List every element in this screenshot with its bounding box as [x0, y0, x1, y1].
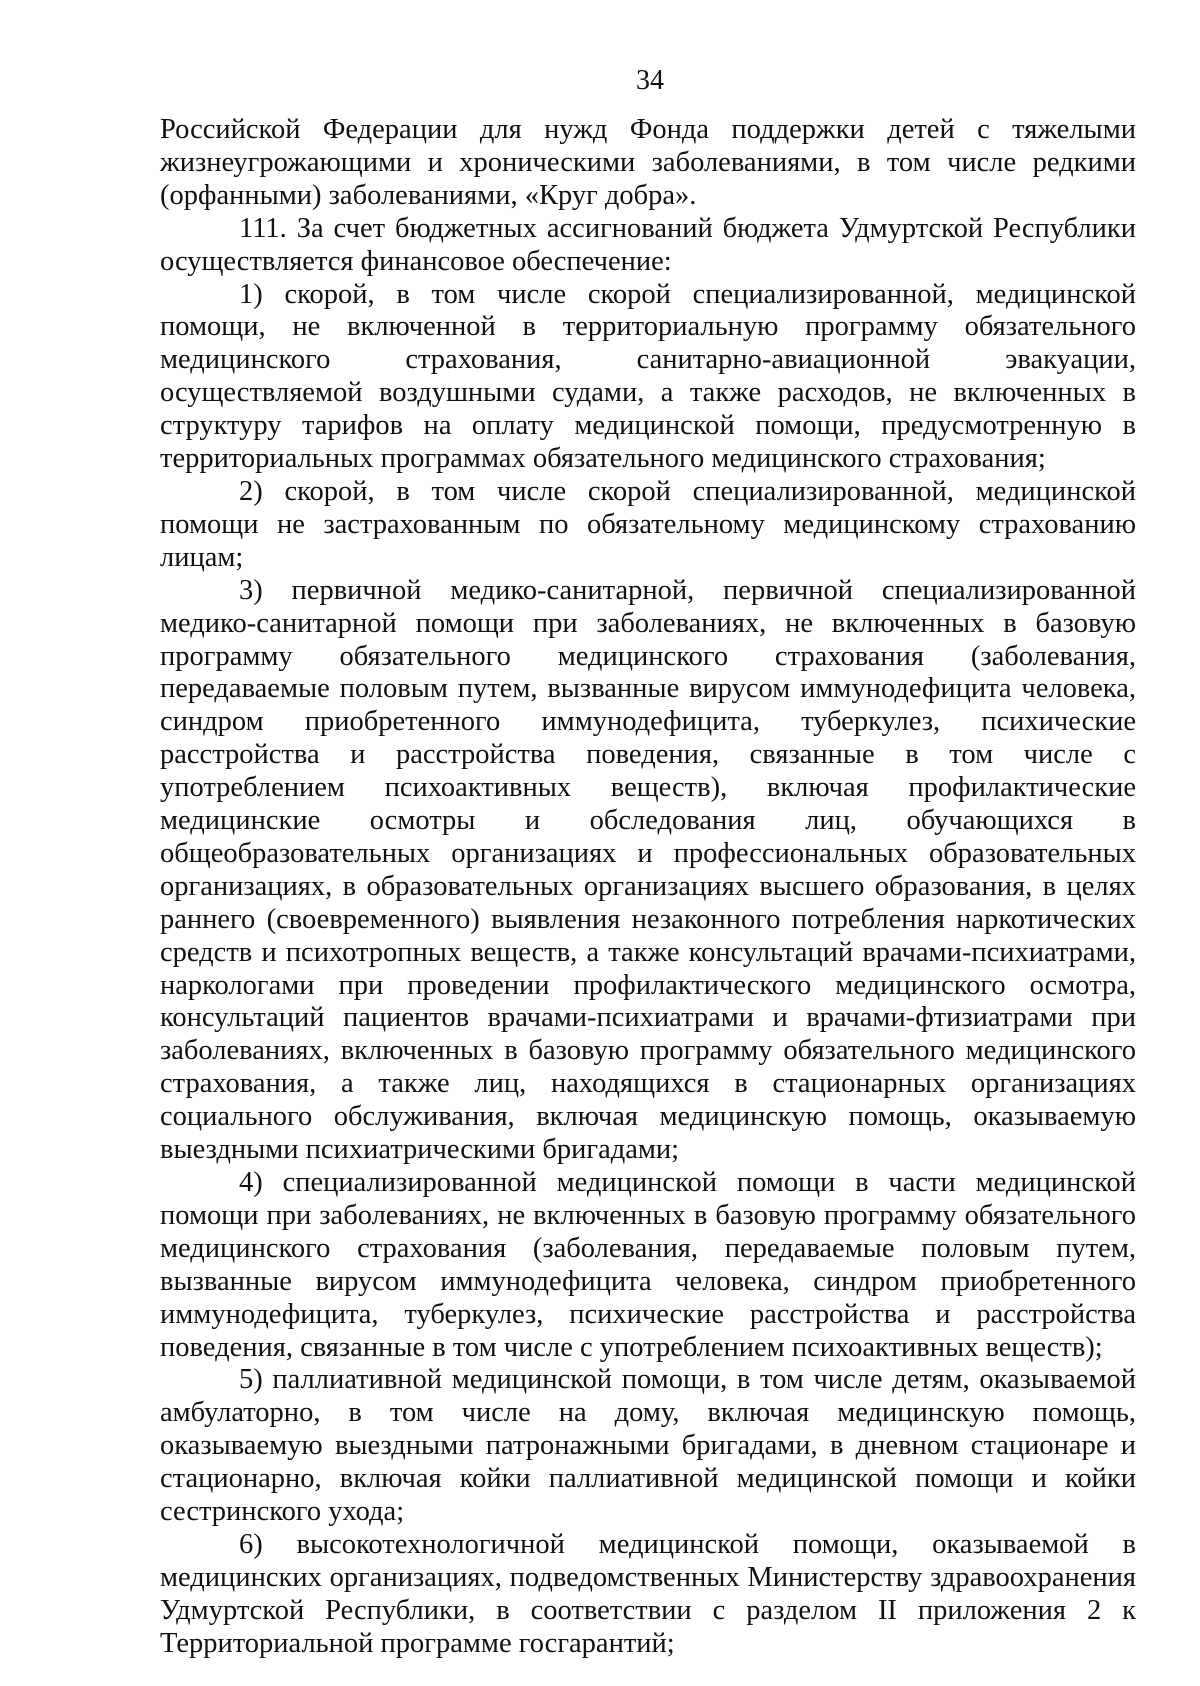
list-item-1: 1) скорой, в том числе скорой специализированной, медицинской помощи, не включенной в территориальную программу обязательного медицинского страхования, санитарно-авиационной эвакуации, осуществляемой воздушными судами, а также расходов, не включенных в структуру тарифов на оплату медицинской помощи, предусмотренную в территориальных программах обязательного медицинского страхования; [160, 278, 1136, 475]
list-item-4: 4) специализированной медицинской помощи в части медицинской помощи при заболеваниях, не включенных в базовую программу обязательного медицинского страхования (заболевания, передаваемые половым путем, вызванные вирусом иммунодефицита человека, синдром приобретенного иммунодефицита, туберкулез, психические расстройства и расстройства поведения, связанные в том числе с употреблением психоактивных веществ); [160, 1167, 1136, 1363]
paragraph-continuation: Российской Федерации для нужд Фонда поддержки детей с тяжелыми жизнеугрожающими и хроническими заболеваниями, в том числе редкими (орфанными) заболеваниями, «Круг добра». [160, 114, 1136, 211]
paragraph-111: 111. За счет бюджетных ассигнований бюджета Удмуртской Республики осуществляется финансовое обеспечение: [160, 212, 1136, 277]
document-body [160, 114, 1136, 1661]
list-item-6: 6) высокотехнологичной медицинской помощи, оказываемой в медицинских организациях, подведомственных Министерству здравоохранения Удмуртской Республики, в соответствии с разделом II приложения 2 к Территориальной программе госгарантий; [160, 1528, 1136, 1659]
list-item-2: 2) скорой, в том числе скорой специализированной, медицинской помощи не застрахованным по обязательному медицинскому страхованию лицам; [160, 475, 1136, 573]
list-item-5: 5) паллиативной медицинской помощи, в том числе детям, оказываемой амбулаторно, в том числе на дому, включая медицинскую помощь, оказываемую выездными патронажными бригадами, в дневном стационаре и стационарно, включая койки паллиативной медицинской помощи и койки сестринского ухода; [160, 1364, 1136, 1528]
list-item-3: 3) первичной медико-санитарной, первичной специализированной медико-санитарной помощи при заболеваниях, не включенных в базовую программу обязательного медицинского страхования (заболевания, передаваемые половым путем, вызванные вирусом иммунодефицита человека, синдром приобретенного иммунодефицита, туберкулез, психические расстройства и расстройства поведения, связанные в том числе с употреблением психоактивных веществ), включая профилактические медицинские осмотры и обследования лиц, обучающихся в общеобразовательных организациях и профессиональных образовательных организациях, в образовательных организациях высшего образования, в целях раннего (своевременного) выявления незаконного потребления наркотических средств и психотропных веществ, а также консультаций врачами-психиатрами, наркологами при проведении профилактического медицинского осмотра, консультаций пациентов врачами-психиатрами и врачами-фтизиатрами при заболеваниях, включенных в базовую программу обязательного медицинского страхования, а также лиц, находящихся в стационарных организациях социального обслуживания, включая медицинскую помощь, оказываемую выездными психиатрическими бригадами; [160, 574, 1136, 1166]
page-number: 34 [636, 65, 664, 96]
